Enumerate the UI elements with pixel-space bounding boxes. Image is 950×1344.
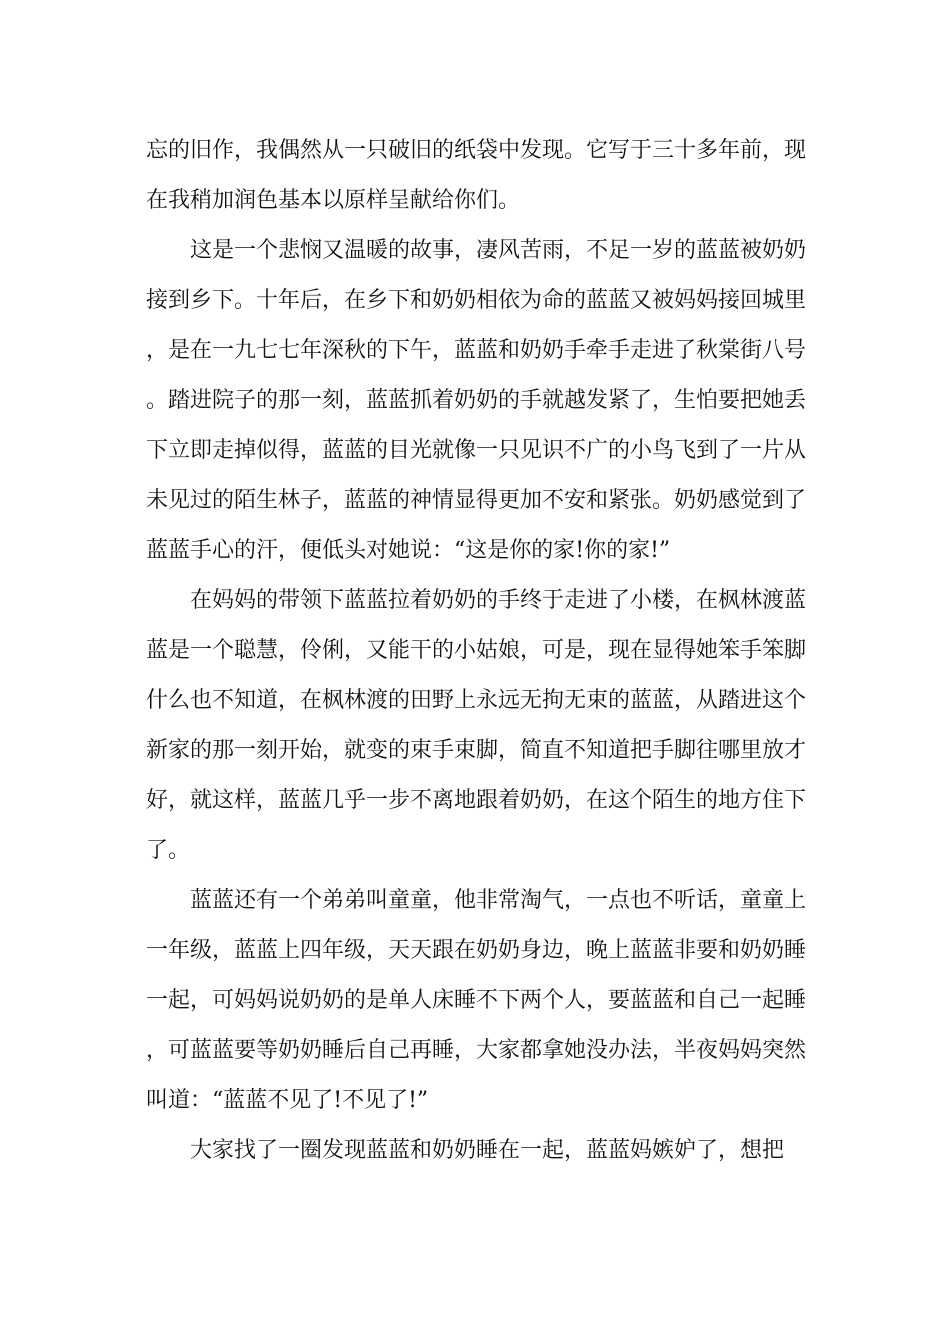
paragraph-4: 蓝蓝还有一个弟弟叫童童，他非常淘气，一点也不听话，童童上一年级，蓝蓝上四年级，天天跟在奶奶身边，晚上蓝蓝非要和奶奶睡一起，可妈妈说奶奶的是单人床睡不下两个人，要蓝蓝和自己一起睡，可蓝蓝要等奶奶睡后自己再睡，大家都拿她没办法，半夜妈妈突然叫道：“蓝蓝不见了!不见了!” — [146, 888, 807, 1113]
paragraph-1: 忘的旧作，我偶然从一只破旧的纸袋中发现。它写于三十多年前，现在我稍加润色基本以原样呈献给你们。 — [146, 138, 807, 213]
paragraph-2: 这是一个悲悯又温暖的故事，凄风苦雨，不足一岁的蓝蓝被奶奶接到乡下。十年后，在乡下和奶奶相依为命的蓝蓝又被妈妈接回城里，是在一九七七年深秋的下午，蓝蓝和奶奶手牵手走进了秋棠街八号。踏进院子的那一刻，蓝蓝抓着奶奶的手就越发紧了，生怕要把她丢下立即走掉似得，蓝蓝的目光就像一只见识不广的小鸟飞到了一片从未见过的陌生林子，蓝蓝的神情显得更加不安和紧张。奶奶感觉到了蓝蓝手心的汗，便低头对她说：“这是你的家!你的家!” — [146, 238, 807, 563]
document-body — [146, 126, 806, 1176]
paragraph-5: 大家找了一圈发现蓝蓝和奶奶睡在一起，蓝蓝妈嫉妒了，想把 — [190, 1138, 785, 1163]
paragraph-3: 在妈妈的带领下蓝蓝拉着奶奶的手终于走进了小楼，在枫林渡蓝蓝是一个聪慧，伶俐，又能干的小姑娘，可是，现在显得她笨手笨脚什么也不知道，在枫林渡的田野上永远无拘无束的蓝蓝，从踏进这个新家的那一刻开始，就变的束手束脚，简直不知道把手脚往哪里放才好，就这样，蓝蓝几乎一步不离地跟着奶奶，在这个陌生的地方住下了。 — [146, 588, 807, 863]
